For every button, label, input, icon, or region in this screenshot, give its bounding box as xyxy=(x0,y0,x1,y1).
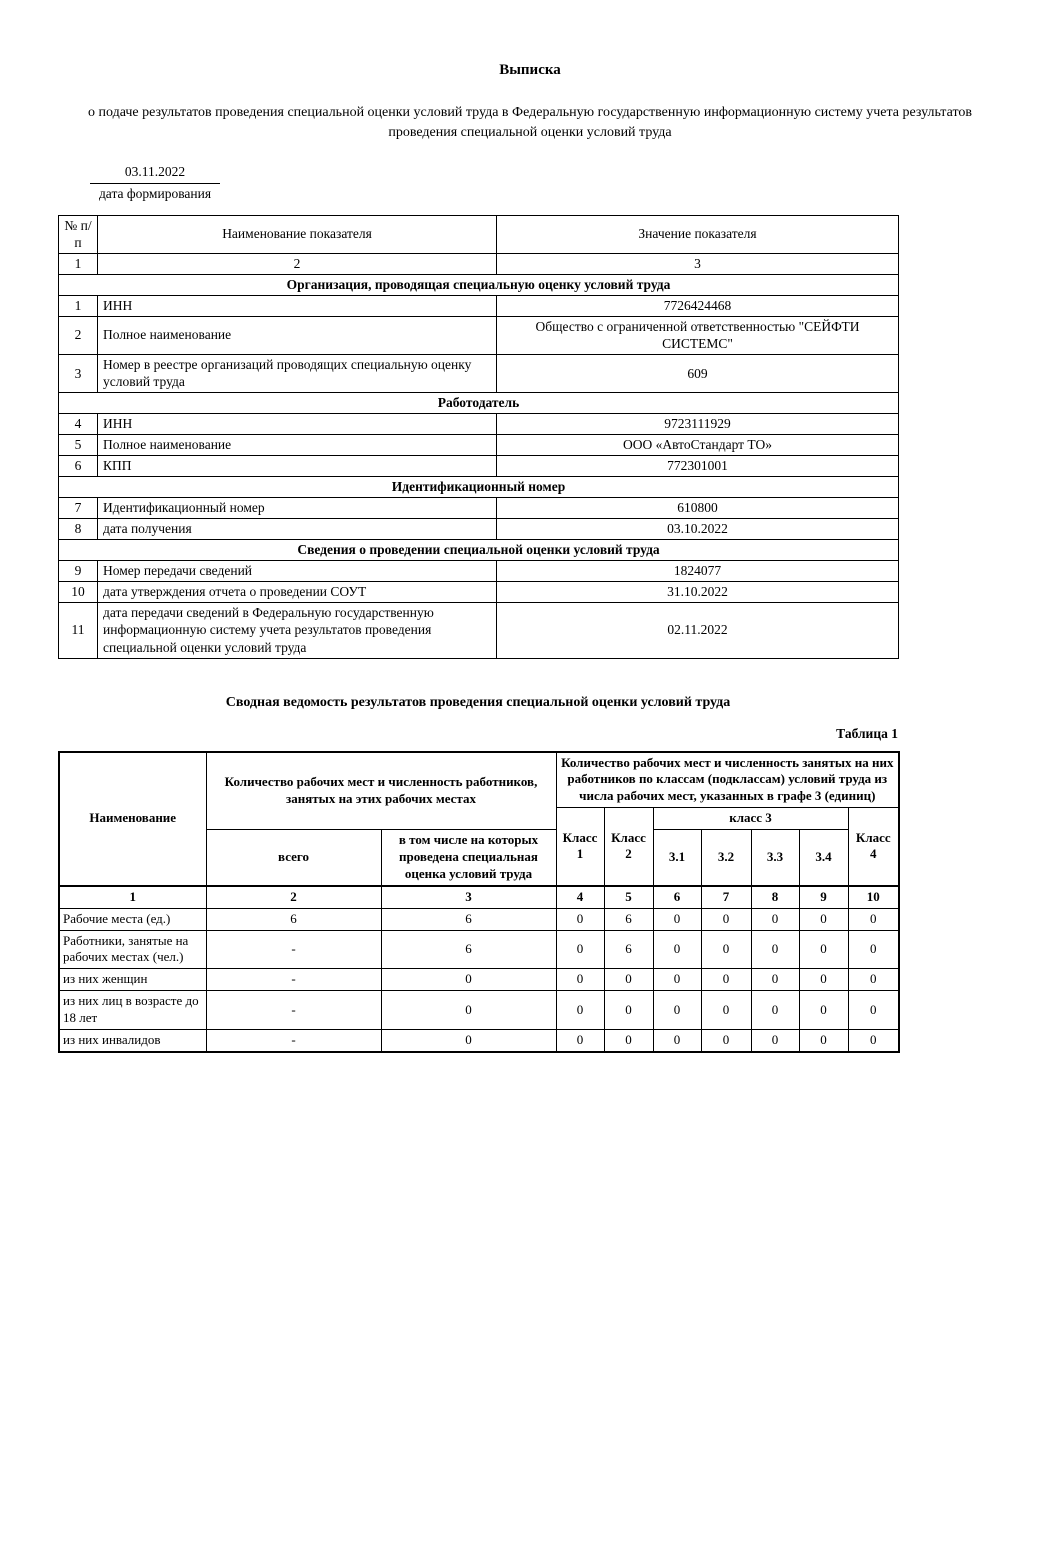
cell-value: - xyxy=(206,991,381,1030)
table-1-label: Таблица 1 xyxy=(836,725,898,741)
cell-value: 0 xyxy=(751,930,799,969)
cell-value: 0 xyxy=(848,991,899,1030)
colnum-cell: 3 xyxy=(381,886,556,908)
summary-row-workplaces xyxy=(59,908,899,930)
cell-value: 0 xyxy=(556,991,604,1030)
table-row xyxy=(59,434,899,455)
section-employer xyxy=(59,392,899,413)
row-value: 1824077 xyxy=(497,560,899,581)
indicators-header-row xyxy=(59,215,899,253)
table-row xyxy=(59,518,899,539)
cell-value: 0 xyxy=(701,991,751,1030)
row-value: Общество с ограниченной ответственностью "СЕЙФТИ СИСТЕМС" xyxy=(497,316,899,354)
colnum-cell: 4 xyxy=(556,886,604,908)
header-class3-group: класс 3 xyxy=(653,808,848,830)
table-row xyxy=(59,316,899,354)
row-label: Полное наименование xyxy=(98,434,497,455)
cell-value: 0 xyxy=(701,1029,751,1051)
formation-date-value: 03.11.2022 xyxy=(90,164,220,184)
colnum-cell: 6 xyxy=(653,886,701,908)
cell-value: 0 xyxy=(701,930,751,969)
header-class3-3: 3.3 xyxy=(751,830,799,886)
section-title: Работодатель xyxy=(59,392,899,413)
formation-date-label: дата формирования xyxy=(98,185,212,201)
section-title: Идентификационный номер xyxy=(59,476,899,497)
colnum-cell: 10 xyxy=(848,886,899,908)
table-row xyxy=(59,455,899,476)
row-number: 8 xyxy=(59,518,98,539)
row-number: 11 xyxy=(59,602,98,658)
table-row xyxy=(59,295,899,316)
header-class3-1: 3.1 xyxy=(653,830,701,886)
indicators-colnum-row xyxy=(59,253,899,274)
table-row xyxy=(59,560,899,581)
row-label: Рабочие места (ед.) xyxy=(59,908,206,930)
section-organization xyxy=(59,274,899,295)
row-number: 5 xyxy=(59,434,98,455)
colnum-cell: 3 xyxy=(497,253,899,274)
cell-value: 0 xyxy=(381,1029,556,1051)
formation-date-block xyxy=(90,164,220,202)
row-value: 772301001 xyxy=(497,455,899,476)
header-total: всего xyxy=(206,830,381,886)
cell-value: 0 xyxy=(556,908,604,930)
cell-value: 0 xyxy=(848,1029,899,1051)
indicators-table xyxy=(58,215,899,659)
row-number: 4 xyxy=(59,413,98,434)
cell-value: 0 xyxy=(604,1029,653,1051)
cell-value: 6 xyxy=(381,930,556,969)
colnum-cell: 7 xyxy=(701,886,751,908)
summary-row-disabled xyxy=(59,1029,899,1051)
col-header-name: Наименование показателя xyxy=(98,215,497,253)
row-value: 609 xyxy=(497,354,899,392)
row-value: 7726424468 xyxy=(497,295,899,316)
cell-value: 0 xyxy=(381,991,556,1030)
row-label: Номер передачи сведений xyxy=(98,560,497,581)
cell-value: 0 xyxy=(653,991,701,1030)
colnum-cell: 1 xyxy=(59,253,98,274)
col-header-value: Значение показателя xyxy=(497,215,899,253)
cell-value: 0 xyxy=(799,969,848,991)
cell-value: 0 xyxy=(751,908,799,930)
cell-value: 0 xyxy=(556,969,604,991)
cell-value: 0 xyxy=(653,1029,701,1051)
colnum-cell: 1 xyxy=(59,886,206,908)
colnum-cell: 9 xyxy=(799,886,848,908)
cell-value: - xyxy=(206,969,381,991)
cell-value: 0 xyxy=(848,930,899,969)
row-number: 6 xyxy=(59,455,98,476)
header-sout-done: в том числе на которых проведена специальная оценка условий труда xyxy=(381,830,556,886)
col-header-num: № п/п xyxy=(59,215,98,253)
summary-header-row-1 xyxy=(59,752,899,808)
row-value: ООО «АвтоСтандарт ТО» xyxy=(497,434,899,455)
row-label: Полное наименование xyxy=(98,316,497,354)
row-number: 2 xyxy=(59,316,98,354)
row-label: Идентификационный номер xyxy=(98,497,497,518)
colnum-cell: 5 xyxy=(604,886,653,908)
row-value: 9723111929 xyxy=(497,413,899,434)
cell-value: 0 xyxy=(604,991,653,1030)
row-value: 31.10.2022 xyxy=(497,581,899,602)
row-number: 9 xyxy=(59,560,98,581)
header-name: Наименование xyxy=(59,752,206,886)
table-row xyxy=(59,497,899,518)
cell-value: 0 xyxy=(701,969,751,991)
row-label: КПП xyxy=(98,455,497,476)
document-title: Выписка xyxy=(499,62,561,78)
colnum-cell: 2 xyxy=(206,886,381,908)
row-number: 3 xyxy=(59,354,98,392)
section-title: Сведения о проведении специальной оценки условий труда xyxy=(59,539,899,560)
row-label: ИНН xyxy=(98,413,497,434)
row-label: Номер в реестре организаций проводящих специальную оценку условий труда xyxy=(98,354,497,392)
cell-value: 0 xyxy=(799,908,848,930)
section-title: Организация, проводящая специальную оценку условий труда xyxy=(59,274,899,295)
row-label: дата получения xyxy=(98,518,497,539)
cell-value: 0 xyxy=(556,930,604,969)
cell-value: 0 xyxy=(799,930,848,969)
row-label: из них лиц в возрасте до 18 лет xyxy=(59,991,206,1030)
table-row xyxy=(59,413,899,434)
cell-value: 6 xyxy=(381,908,556,930)
cell-value: 6 xyxy=(604,908,653,930)
table-row xyxy=(59,354,899,392)
cell-value: 0 xyxy=(848,969,899,991)
row-number: 7 xyxy=(59,497,98,518)
cell-value: 0 xyxy=(799,1029,848,1051)
document-subtitle: о подаче результатов проведения специальной оценки условий труда в Федеральную государственную информационную систему учета результатов проведения специальной оценки условий труда xyxy=(88,105,972,141)
colnum-cell: 2 xyxy=(98,253,497,274)
table-row xyxy=(59,581,899,602)
cell-value: 6 xyxy=(604,930,653,969)
section-sout-info xyxy=(59,539,899,560)
cell-value: 0 xyxy=(653,969,701,991)
row-label: из них женщин xyxy=(59,969,206,991)
cell-value: 0 xyxy=(799,991,848,1030)
cell-value: 0 xyxy=(604,969,653,991)
header-class3-2: 3.2 xyxy=(701,830,751,886)
row-number: 10 xyxy=(59,581,98,602)
row-label: дата передачи сведений в Федеральную государственную информационную систему учета результатов проведения специальной оценки условий труда xyxy=(98,602,497,658)
summary-colnum-row xyxy=(59,886,899,908)
cell-value: 0 xyxy=(751,969,799,991)
header-class2: Класс 2 xyxy=(604,808,653,886)
summary-table xyxy=(58,751,900,1053)
header-class3-4: 3.4 xyxy=(799,830,848,886)
cell-value: 0 xyxy=(653,930,701,969)
row-value: 610800 xyxy=(497,497,899,518)
cell-value: - xyxy=(206,930,381,969)
row-value: 02.11.2022 xyxy=(497,602,899,658)
row-value: 03.10.2022 xyxy=(497,518,899,539)
cell-value: 0 xyxy=(653,908,701,930)
cell-value: 0 xyxy=(381,969,556,991)
summary-title: Сводная ведомость результатов проведения специальной оценки условий труда xyxy=(225,694,731,710)
row-label: Работники, занятые на рабочих местах (чел.) xyxy=(59,930,206,969)
summary-row-women xyxy=(59,969,899,991)
cell-value: 0 xyxy=(556,1029,604,1051)
header-group-workplaces: Количество рабочих мест и численность работников, занятых на этих рабочих местах xyxy=(206,752,556,830)
cell-value: 0 xyxy=(848,908,899,930)
header-class4: Класс 4 xyxy=(848,808,899,886)
row-number: 1 xyxy=(59,295,98,316)
header-class1: Класс 1 xyxy=(556,808,604,886)
cell-value: 0 xyxy=(751,991,799,1030)
summary-row-workers xyxy=(59,930,899,969)
colnum-cell: 8 xyxy=(751,886,799,908)
cell-value: - xyxy=(206,1029,381,1051)
summary-row-under18 xyxy=(59,991,899,1030)
row-label: из них инвалидов xyxy=(59,1029,206,1051)
row-label: ИНН xyxy=(98,295,497,316)
row-label: дата утверждения отчета о проведении СОУТ xyxy=(98,581,497,602)
table-row xyxy=(59,602,899,658)
cell-value: 0 xyxy=(701,908,751,930)
section-identification xyxy=(59,476,899,497)
cell-value: 6 xyxy=(206,908,381,930)
header-group-classes: Количество рабочих мест и численность занятых на них работников по классам (подклассам) условий труда из числа рабочих мест, указанных в графе 3 (единиц) xyxy=(556,752,899,808)
cell-value: 0 xyxy=(751,1029,799,1051)
